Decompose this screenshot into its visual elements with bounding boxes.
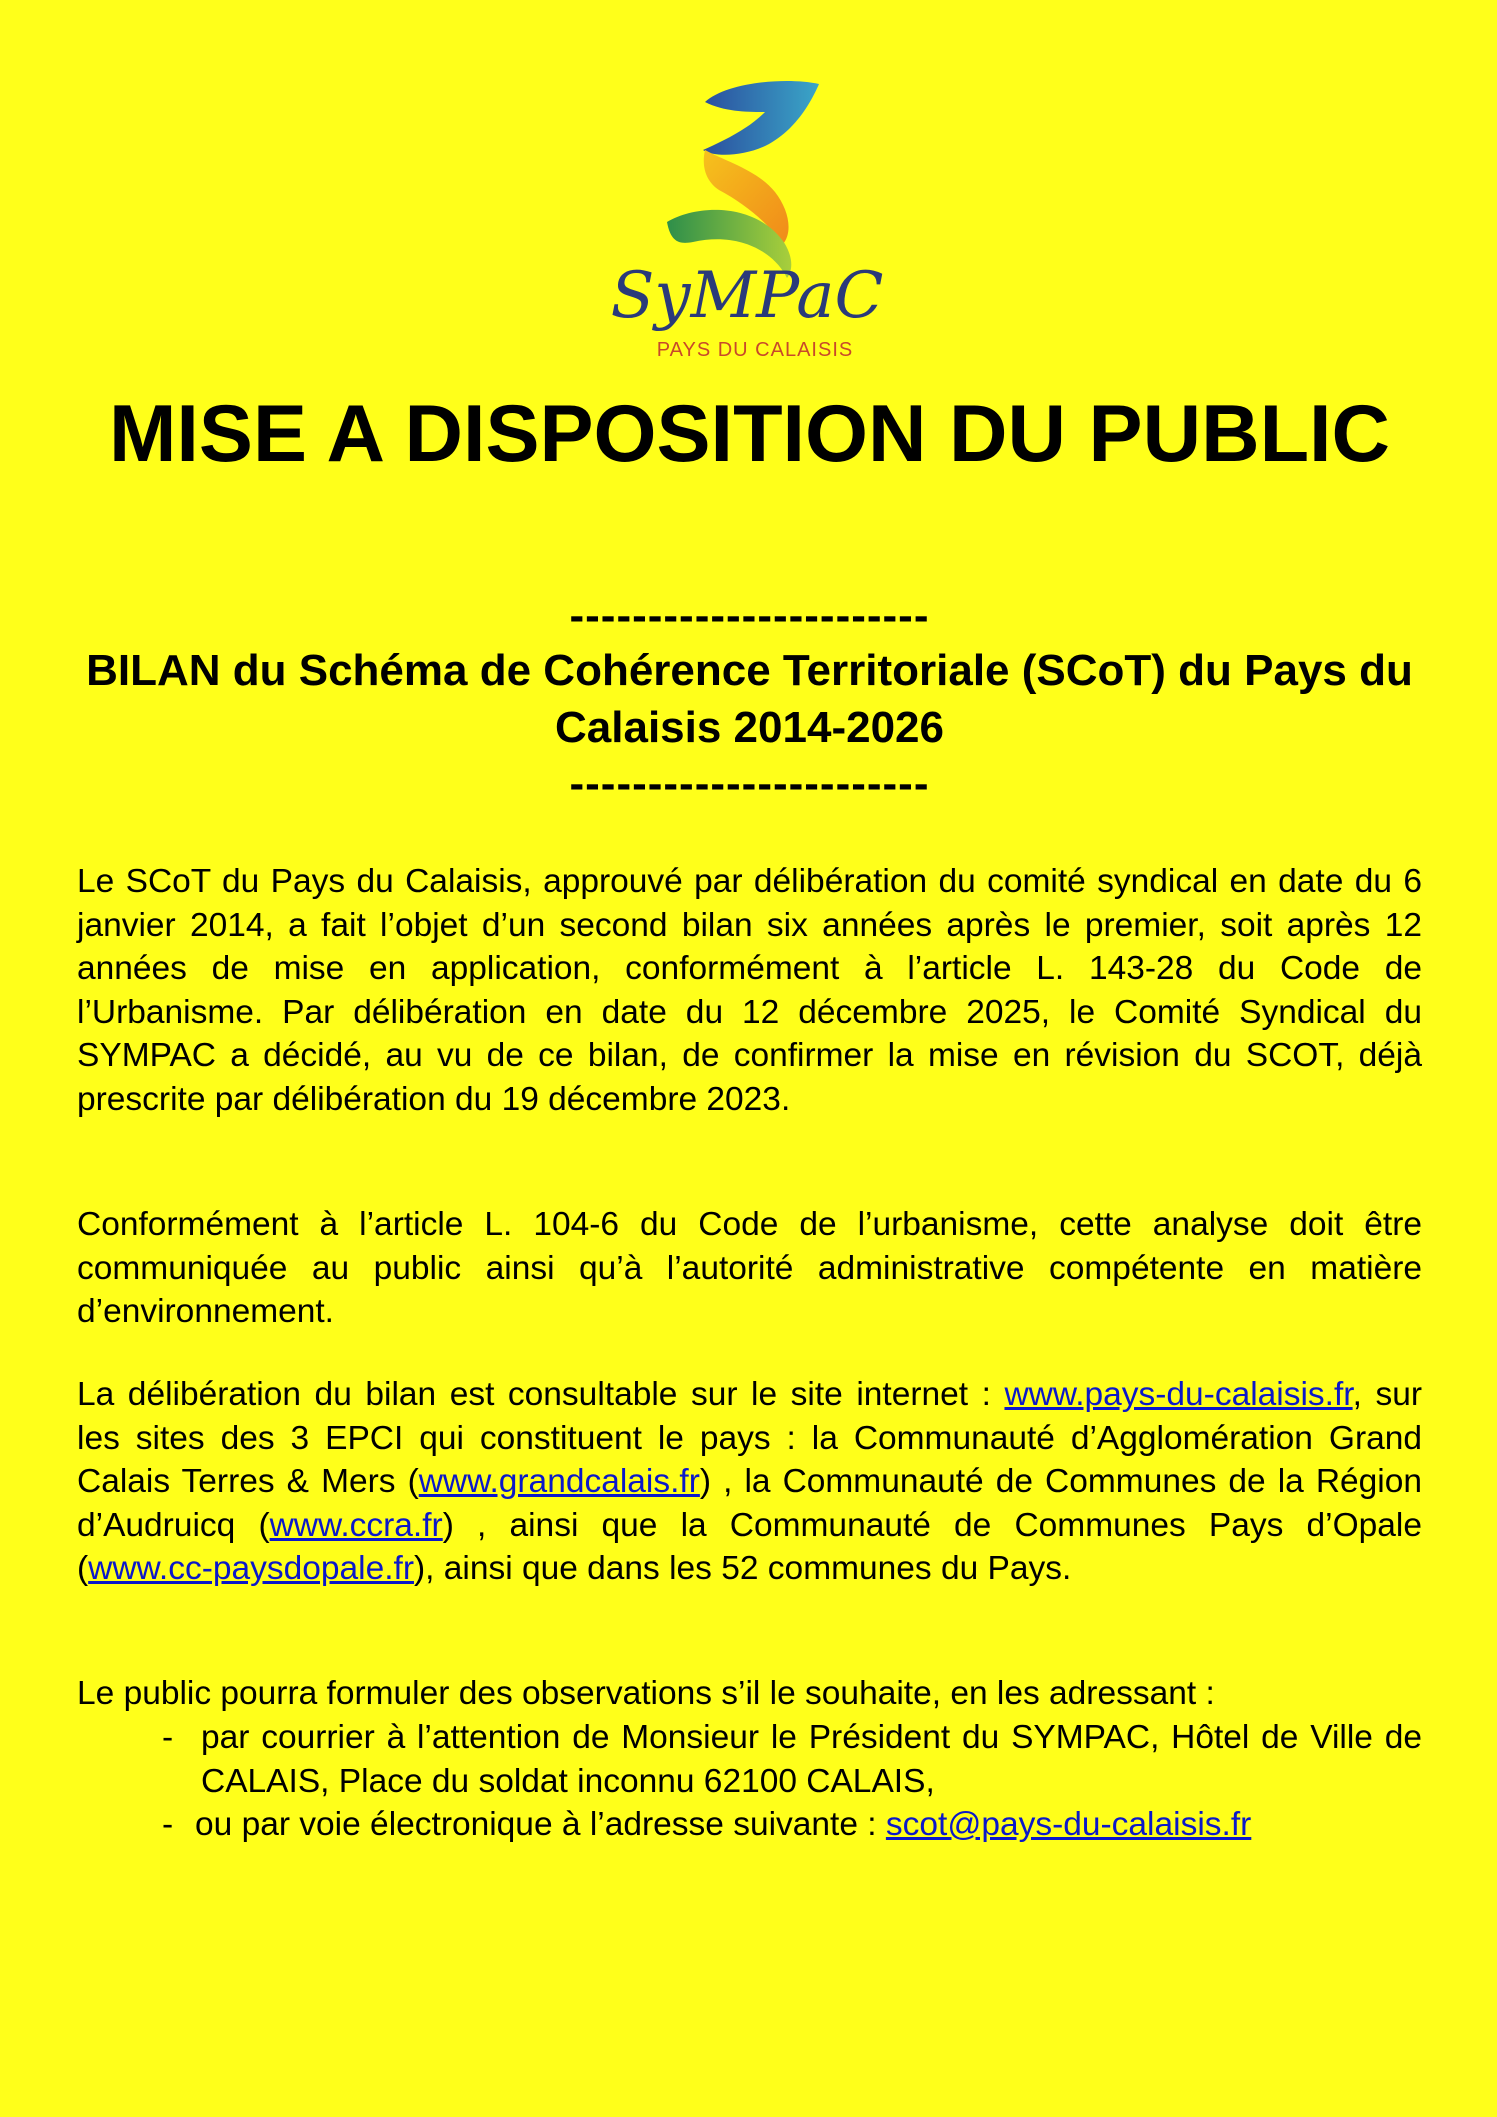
list-item-courrier-text: par courrier à l’attention de Monsieur le Président du SYMPAC, Hôtel de Ville de CALAIS, Place du soldat inconnu 62100 CALAIS, [201, 1719, 1422, 1800]
logo-tagline: PAYS DU CALAISIS [656, 339, 854, 361]
paragraph-consultation [77, 1373, 1422, 1591]
consultation-text-5: ), ainsi que dans les 52 communes du Pays. [413, 1550, 1072, 1587]
link-grandcalais[interactable]: www.grandcalais.fr [418, 1463, 700, 1500]
list-dash: - [162, 1806, 174, 1843]
paragraph-observations: Le public pourra formuler des observations s’il le souhaite, en les adressant : [77, 1675, 1215, 1712]
contact-list [77, 1716, 1422, 1847]
link-cc-paysdopale[interactable]: www.cc-paysdopale.fr [88, 1550, 414, 1587]
paragraph-article: Conformément à l’article L. 104-6 du Code de l’urbanisme, cette analyse doit être communiquée au public ainsi qu’à l’autorité administrative compétente en matière d’environnement. [77, 1206, 1422, 1330]
list-item-email [77, 1803, 1422, 1847]
paragraph-bilan: Le SCoT du Pays du Calaisis, approuvé par délibération du comité syndical en date du 6 janvier 2014, a fait l’objet d’un second bilan six années après le premier, soit après 12 années de mise en application, conformément à l’article L. 143-28 du Code de l’Urbanisme. Par délibération en date du 12 décembre 2025, le Comité Syndical du SYMPAC a décidé, au vu de ce bilan, de confirmer la mise en révision du SCOT, déjà prescrite par délibération du 19 décembre 2023. [77, 863, 1422, 1118]
separator-bottom: ----------------------- [569, 759, 930, 808]
list-dash: - [162, 1719, 174, 1756]
page-subtitle: BILAN du Schéma de Cohérence Territoriale (SCoT) du Pays du Calaisis 2014-2026 [86, 646, 1413, 752]
consultation-text-4: ) , ainsi que la Communauté de Communes Pays d’Opale ( [77, 1506, 1422, 1587]
email-link[interactable]: scot@pays-du-calaisis.fr [885, 1806, 1252, 1843]
list-item-email-text: ou par voie électronique à l’adresse suivante : [195, 1806, 886, 1843]
link-pays-du-calaisis[interactable]: www.pays-du-calaisis.fr [1004, 1376, 1353, 1413]
separator-top: ----------------------- [569, 591, 930, 640]
list-item-courrier [77, 1716, 1422, 1803]
sympac-logo-mark [597, 72, 897, 372]
sympac-logo [597, 72, 897, 372]
page-title: MISE A DISPOSITION DU PUBLIC [108, 389, 1391, 479]
consultation-text-1: La délibération du bilan est consultable sur le site internet : [77, 1376, 1005, 1413]
consultation-text-3: ) , la Communauté de Communes de la Région d’Audruicq ( [77, 1463, 1422, 1544]
consultation-text-2: , sur les sites des 3 EPCI qui constituent le pays : la Communauté d’Agglomération Grand Calais Terres & Mers ( [77, 1376, 1422, 1500]
logo-wordmark: SyMPaC [610, 259, 884, 333]
link-ccra[interactable]: www.ccra.fr [269, 1506, 443, 1544]
